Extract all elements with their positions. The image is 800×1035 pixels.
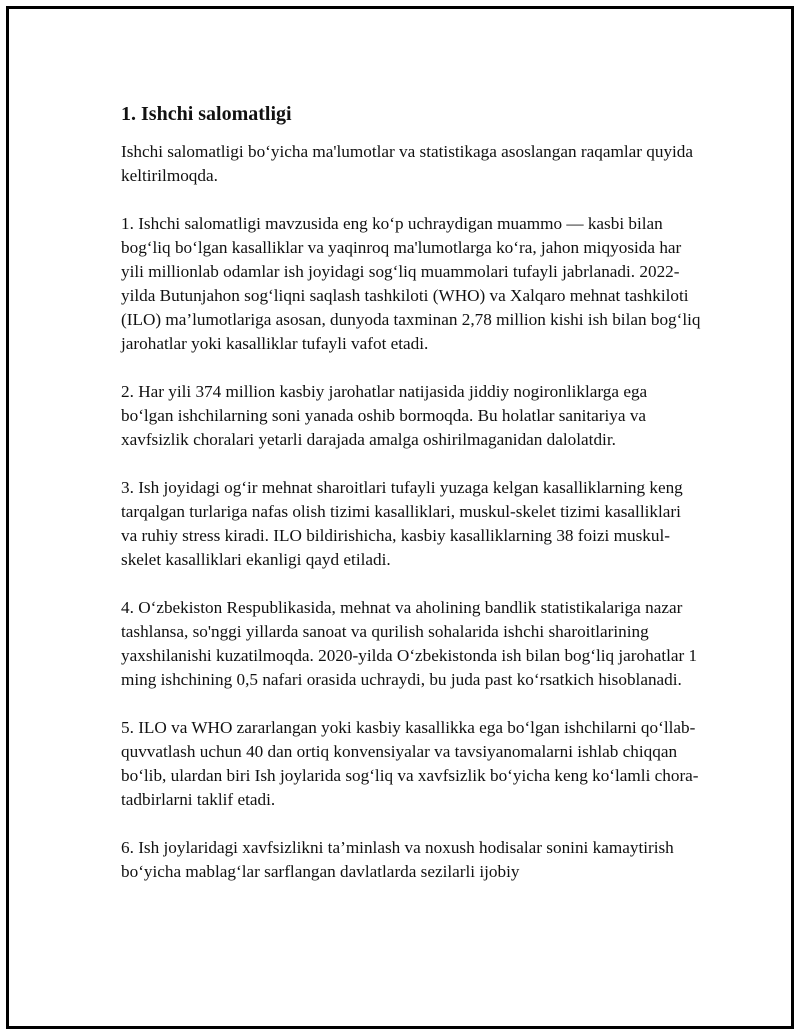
paragraph-4: 4. O‘zbekiston Respublikasida, mehnat va aholining bandlik statistikalariga nazar tashlansa, so'nggi yillarda sanoat va qurilish sohalarida ishchi sharoitlarining yaxshilanishi kuzatilmoqda. 2020-yilda O‘zbekistonda ish bilan bog‘liq jarohatlar 1 ming ishchining 0,5 nafari orasida uchraydi, bu juda past ko‘rsatkich hisoblanadi. (121, 598, 698, 689)
paragraph-3: 3. Ish joyidagi og‘ir mehnat sharoitlari tufayli yuzaga kelgan kasalliklarning keng tarqalgan turlariga nafas olish tizimi kasalliklari, muskul-skelet tizimi kasalliklari va ruhiy stress kiradi. ILO bildirishicha, kasbiy kasalliklarning 38 foizi muskul-skelet kasalliklari ekanligi qayd etiladi. (121, 478, 683, 569)
paragraph-2: 2. Har yili 374 million kasbiy jarohatlar natijasida jiddiy nogironliklarga ega bo‘lgan ishchilarning soni yanada oshib bormoqda. Bu holatlar sanitariya va xavfsizlik choralari yetarli darajada amalga oshirilmaganidan dalolatdir. (121, 382, 648, 449)
paragraph-1: 1. Ishchi salomatligi mavzusida eng ko‘p uchraydigan muammo — kasbi bilan bog‘liq bo‘lgan kasalliklar va yaqinroq ma'lumotlarga ko‘ra, jahon miqyosida har yili millionlab odamlar ish joyidagi sog‘liq muammolari tufayli jabrlanadi. 2022-yilda Butunjahon sog‘liqni saqlash tashkiloti (WHO) va Xalqaro mehnat tashkiloti (ILO) ma’lumotlariga asosan, dunyoda taxminan 2,78 million kishi ish bilan bog‘liq jarohatlar yoki kasalliklar tufayli vafot etadi. (121, 214, 701, 353)
page-frame (6, 6, 794, 1029)
document-content (121, 101, 701, 908)
intro-paragraph: Ishchi salomatligi bo‘yicha ma'lumotlar va statistikaga asoslangan raqamlar quyida keltirilmoqda. (121, 142, 694, 185)
paragraph-6: 6. Ish joylaridagi xavfsizlikni ta’minlash va noxush hodisalar sonini kamaytirish bo‘yicha mablag‘lar sarflangan davlatlarda sezilarli ijobiy (121, 838, 674, 881)
paragraph-5: 5. ILO va WHO zararlangan yoki kasbiy kasallikka ega bo‘lgan ishchilarni qo‘llab-quvvatlash uchun 40 dan ortiq konvensiyalar va tavsiyanomalarni ishlab chiqqan bo‘lib, ulardan biri Ish joylarida sog‘liq va xavfsizlik bo‘yicha keng ko‘lamli chora-tadbirlarni taklif etadi. (121, 718, 699, 809)
section-heading: 1. Ishchi salomatligi (121, 103, 292, 125)
